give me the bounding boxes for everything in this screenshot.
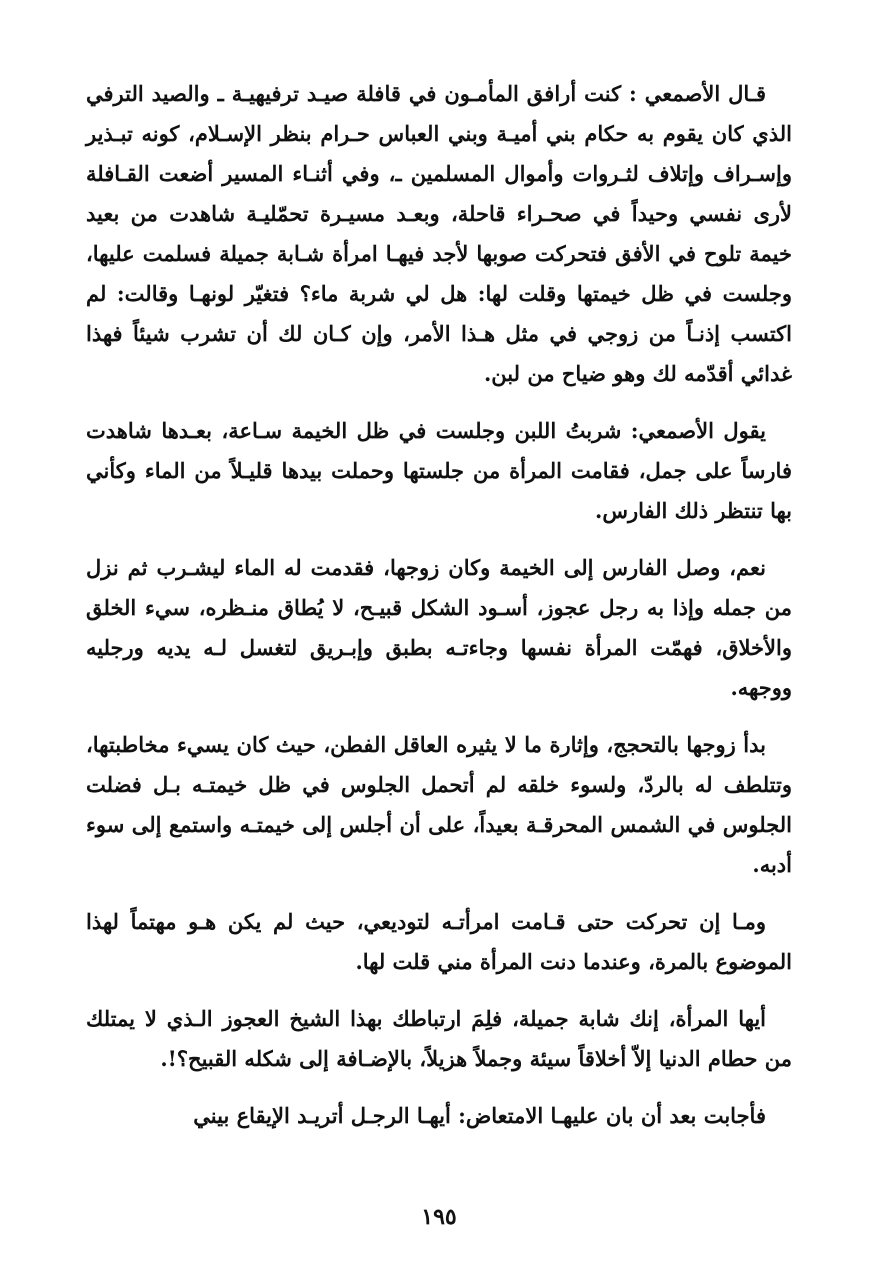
paragraph-6: أيها المرأة، إنك شابة جميلة، فلِمَ ارتباطك بهذا الشيخ العجوز الـذي لا يمتلك من حطام الدنيا إلاّ أخلاقاً سيئة وجملاً هزيلاً، بالإضـافة إلى شكله القبيح؟!. bbox=[86, 1006, 792, 1071]
paragraph-1: قـال الأصمعي : كنت أرافق المأمـون في قافلة صيـد ترفيهيـة ـ والصيد الترفي الذي كان يقوم به حكام بني أميـة وبني العباس حـرام بنظر الإسـلام، كونه تبـذير وإسـراف وإتلاف لثـروات وأموال المسلمين ـ، وفي أثنـاء المسير أضعت القـافلة لأرى نفسي وحيداً في صحـراء قاحلة، وبعـد مسيـرة تحمّليـة شاهدت من بعيد خيمة تلوح في الأفق فتحركت صوبها لأجد فيهـا امرأة شـابة جميلة فسلمت عليها، وجلست في ظل خيمتها وقلت لها: هل لي شربة ماء؟ فتغيّر لونهـا وقالت: لم اكتسب إذنـاً من زوجي في مثل هـذا الأمر، وإن كـان لك أن تشرب شيئاً فهذا غدائي أقدّمه لك وهو ضياح من لبن. bbox=[86, 81, 793, 386]
page-number: ١٩٥ bbox=[421, 1204, 457, 1230]
paragraph-5: ومـا إن تحركت حتى قـامت امرأتـه لتوديعي، حيث لم يكن هـو مهتماً لهذا الموضوع بالمرة، وعندما دنت المرأة مني قلت لها. bbox=[86, 909, 792, 974]
paragraph-4: بدأ زوجها بالتحجج، وإثارة ما لا يثيره العاقل الفطن، حيث كان يسيء مخاطبتها، وتتلطف له بالردّ، ولسوء خلقه لم أتحمل الجلوس في ظل خيمتـه بـل فضلت الجلوس في الشمس المحرقـة بعيداً، على أن أجلس إلى خيمتـه واستمع إلى سوء أدبه. bbox=[86, 732, 792, 877]
paragraph-3: نعم، وصل الفارس إلى الخيمة وكان زوجها، فقدمت له الماء ليشـرب ثم نزل من جمله وإذا به رجل عجوز، أسـود الشكل قبيـح، لا يُطاق منـظره، سيء الخلق والأخلاق، فهمّت المرأة نفسها وجاءتـه بطبق وإبـريق لتغسل لـه يديه ورجليه ووجهه. bbox=[86, 555, 792, 700]
paragraph-7: فأجابت بعد أن بان عليهـا الامتعاض: أيهـا الرجـل أتريـد الإيقاع بيني bbox=[193, 1103, 766, 1128]
paragraph-2: يقول الأصمعي: شربتُ اللبن وجلست في ظل الخيمة سـاعة، بعـدها شاهدت فارساً على جمل، فقامت المرأة من جلستها وحملت بيدها قليـلاً من الماء وكأني بها تنتظر ذلك الفارس. bbox=[86, 418, 792, 523]
book-page bbox=[86, 74, 792, 1254]
